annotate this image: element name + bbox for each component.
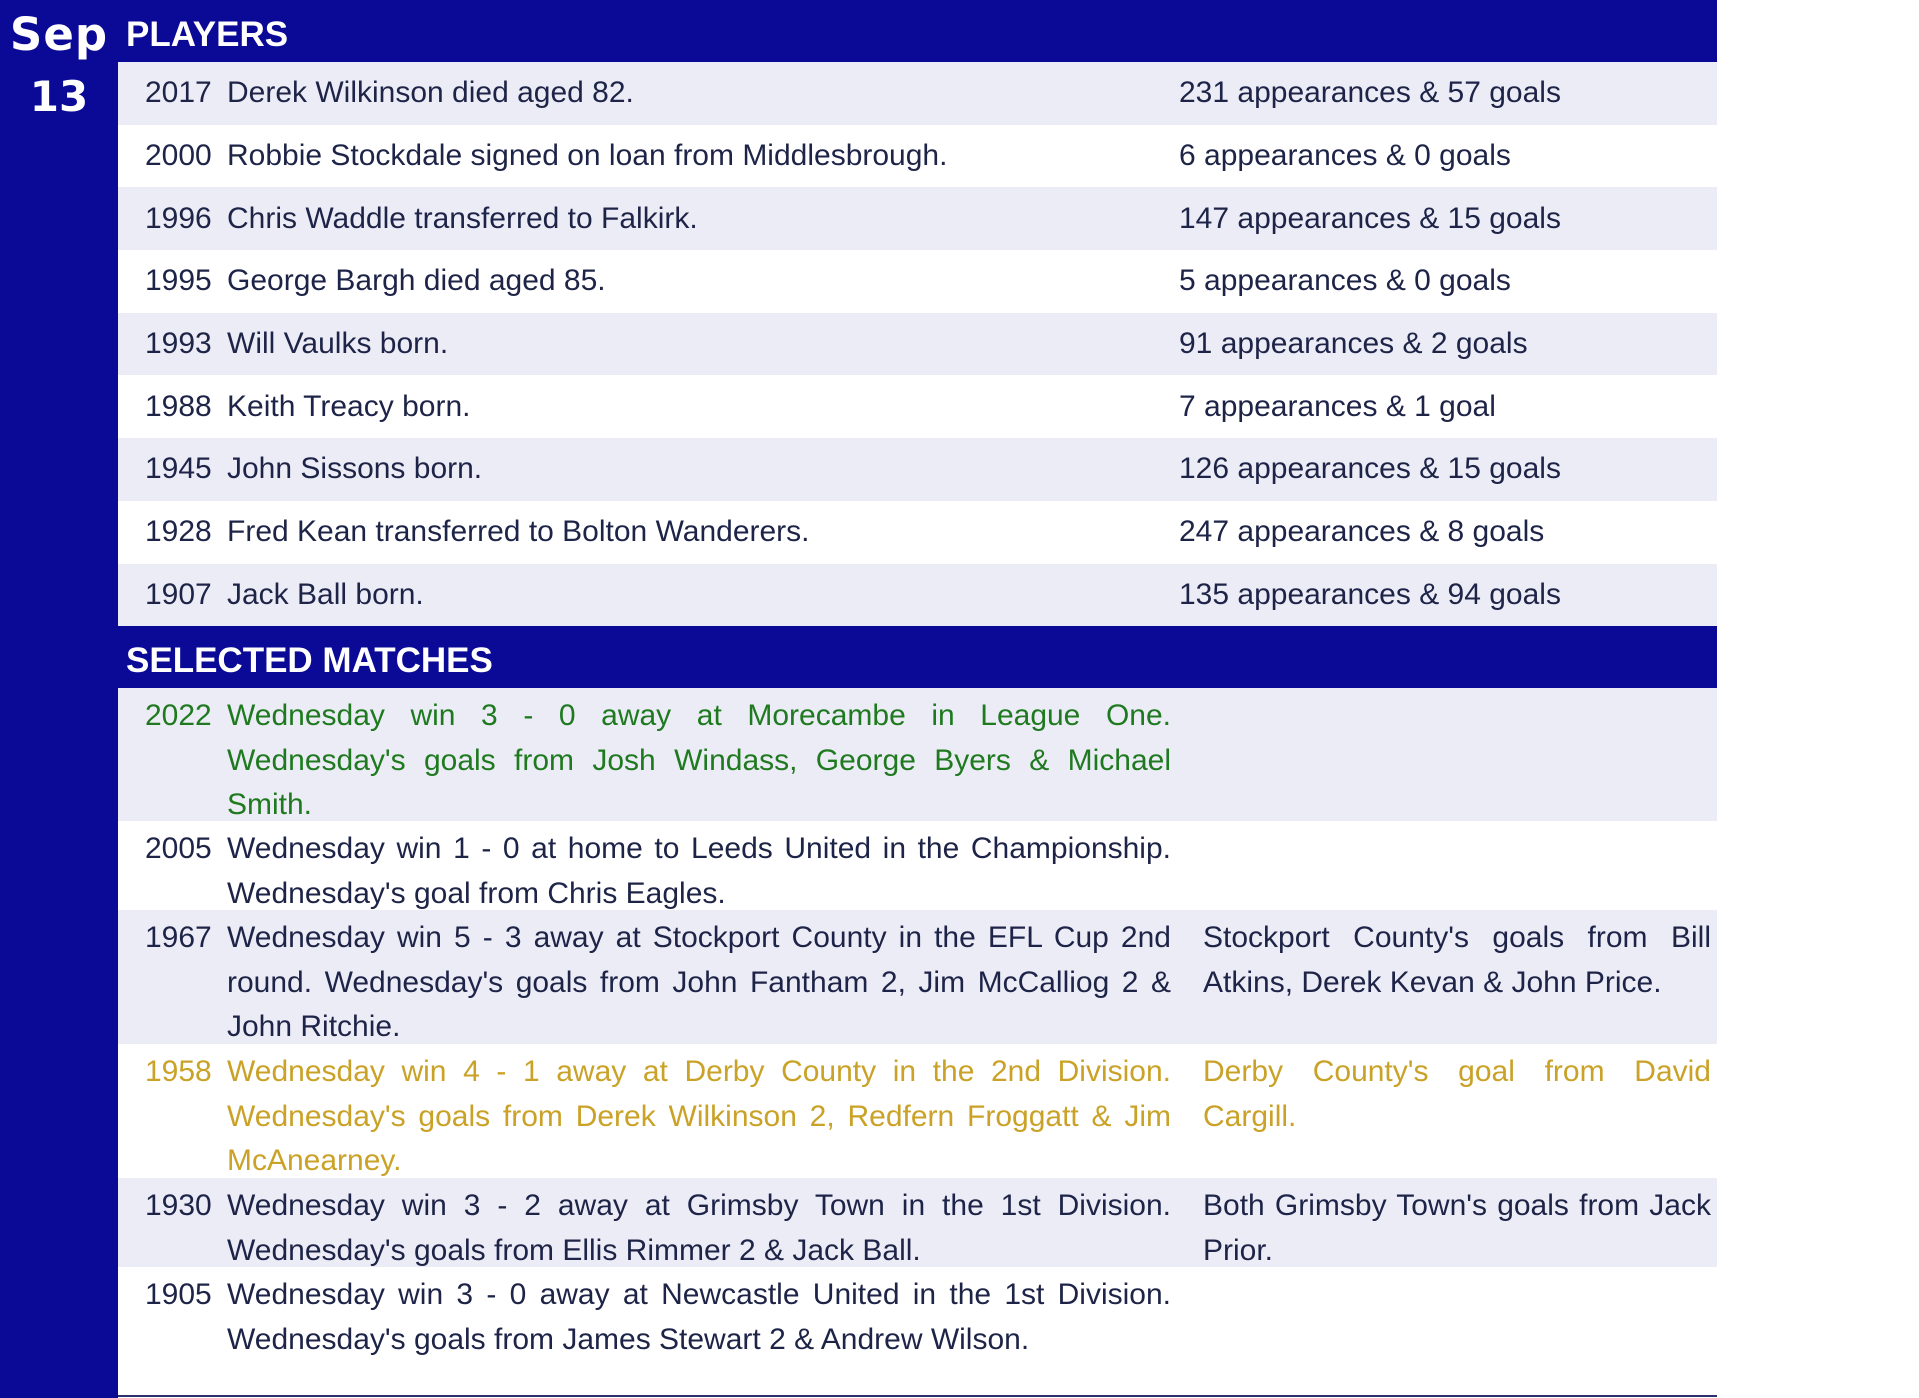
matches-header: SELECTED MATCHES [118,626,1717,688]
match-note: Both Grimsby Town's goals from Jack Prior. [1203,1189,1711,1267]
content [118,0,1717,1356]
player-stats: 135 appearances & 94 goals [1179,577,1561,611]
match-year: 2022 [145,699,212,733]
match-year: 1905 [145,1278,212,1312]
player-row [118,125,1717,188]
player-text: Chris Waddle transferred to Falkirk. [227,201,698,235]
match-row [118,688,1717,821]
player-text: Jack Ball born. [227,577,424,611]
player-text: Derek Wilkinson died aged 82. [227,76,634,110]
match-description: Wednesday win 5 - 3 away at Stockport County in the EFL Cup 2nd round. Wednesday's goals from John Fantham 2, Jim McCalliog 2 & John Ritchie. [227,921,1171,1044]
player-year: 1945 [145,452,212,486]
match-description: Wednesday win 3 - 2 away at Grimsby Town in the 1st Division. Wednesday's goals from Ellis Rimmer 2 & Jack Ball. [227,1189,1171,1267]
players-list [118,62,1717,626]
match-note [1171,694,1717,820]
player-year: 1988 [145,389,212,423]
player-year: 1907 [145,577,212,611]
player-year: 1928 [145,515,212,549]
match-year: 1930 [145,1189,212,1223]
player-stats: 6 appearances & 0 goals [1179,139,1511,173]
matches-list [118,688,1717,1356]
match-description: Wednesday win 3 - 0 away at Newcastle United in the 1st Division. Wednesday's goals from James Stewart 2 & Andrew Wilson. [227,1278,1171,1356]
player-stats: 91 appearances & 2 goals [1179,327,1528,361]
player-text: Fred Kean transferred to Bolton Wanderers. [227,515,810,549]
player-stats: 147 appearances & 15 goals [1179,201,1561,235]
match-note: Stockport County's goals from Bill Atkins, Derek Kevan & John Price. [1203,921,1711,999]
match-year: 1967 [145,921,212,955]
player-text: Robbie Stockdale signed on loan from Middlesbrough. [227,139,948,173]
player-row [118,375,1717,438]
player-year: 2017 [145,76,212,110]
player-stats: 247 appearances & 8 goals [1179,515,1545,549]
match-row [118,1267,1717,1356]
match-row [118,1178,1717,1267]
player-row [118,438,1717,501]
match-row [118,1044,1717,1178]
player-text: Keith Treacy born. [227,389,471,423]
match-year: 2005 [145,832,212,866]
player-year: 1993 [145,327,212,361]
match-row [118,910,1717,1044]
date-sidebar [0,0,118,1398]
date-day: 13 [29,72,89,121]
player-stats: 231 appearances & 57 goals [1179,76,1561,110]
match-note [1171,827,1717,909]
player-text: Will Vaulks born. [227,327,449,361]
match-note [1171,1273,1717,1355]
player-stats: 7 appearances & 1 goal [1179,389,1496,423]
player-stats: 5 appearances & 0 goals [1179,264,1511,298]
player-row [118,62,1717,125]
players-header: PLAYERS [118,0,1717,62]
match-row [118,821,1717,910]
match-note: Derby County's goal from David Cargill. [1203,1055,1711,1133]
match-year: 1958 [145,1055,212,1089]
player-row [118,187,1717,250]
player-stats: 126 appearances & 15 goals [1179,452,1561,486]
player-row [118,501,1717,564]
player-year: 1996 [145,201,212,235]
match-description: Wednesday win 3 - 0 away at Morecambe in League One. Wednesday's goals from Josh Windass, George Byers & Michael Smith. [227,699,1171,822]
player-row [118,564,1717,627]
date-month: Sep [9,8,109,61]
match-description: Wednesday win 1 - 0 at home to Leeds United in the Championship. Wednesday's goal from Chris Eagles. [227,832,1171,910]
player-row [118,313,1717,376]
player-row [118,250,1717,313]
player-text: George Bargh died aged 85. [227,264,606,298]
player-text: John Sissons born. [227,452,483,486]
bottom-rule [118,1395,1717,1397]
match-description: Wednesday win 4 - 1 away at Derby County in the 2nd Division. Wednesday's goals from Derek Wilkinson 2, Redfern Froggatt & Jim McAnearney. [227,1055,1171,1178]
player-year: 1995 [145,264,212,298]
player-year: 2000 [145,139,212,173]
